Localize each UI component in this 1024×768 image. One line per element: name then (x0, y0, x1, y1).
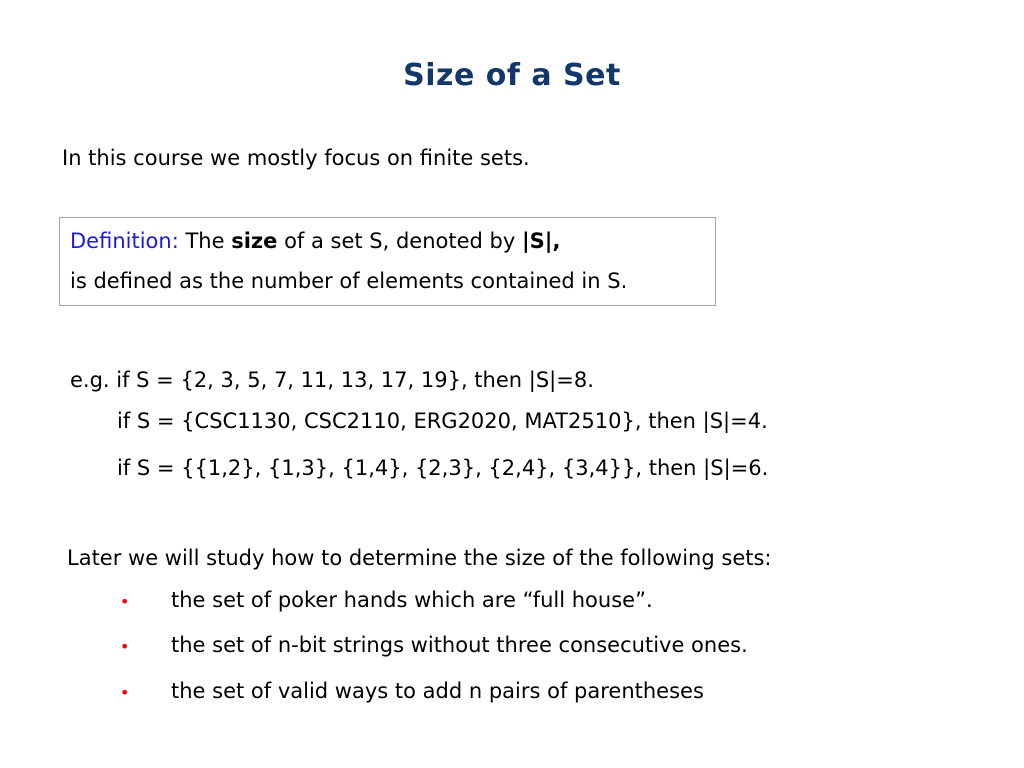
bullet-icon: • (120, 683, 130, 702)
definition-text-1: The (185, 229, 225, 253)
definition-line-2: is defined as the number of elements contained in S. (70, 269, 628, 293)
definition-line-1 (70, 229, 560, 253)
list-item-text: the set of n-bit strings without three consecutive ones. (171, 633, 748, 657)
example-3: if S = {{1,2}, {1,3}, {1,4}, {2,3}, {2,4}, {3,4}}, then |S|=6. (117, 456, 769, 480)
intro-text: In this course we mostly focus on finite sets. (62, 146, 530, 170)
definition-label: Definition: (70, 229, 179, 253)
definition-text-2: of a set S, denoted by (284, 229, 516, 253)
list-item-text: the set of poker hands which are “full house”. (171, 588, 653, 612)
list-item-text: the set of valid ways to add n pairs of parentheses (171, 679, 704, 703)
slide-title: Size of a Set (403, 58, 621, 93)
definition-term: size (231, 229, 278, 253)
example-2: if S = {CSC1130, CSC2110, ERG2020, MAT2510}, then |S|=4. (117, 409, 768, 433)
bullet-icon: • (120, 637, 130, 656)
example-1: e.g. if S = {2, 3, 5, 7, 11, 13, 17, 19}, then |S|=8. (70, 368, 594, 392)
definition-notation: |S|, (522, 229, 561, 253)
later-heading: Later we will study how to determine the size of the following sets: (67, 546, 772, 570)
bullet-icon: • (120, 592, 130, 611)
